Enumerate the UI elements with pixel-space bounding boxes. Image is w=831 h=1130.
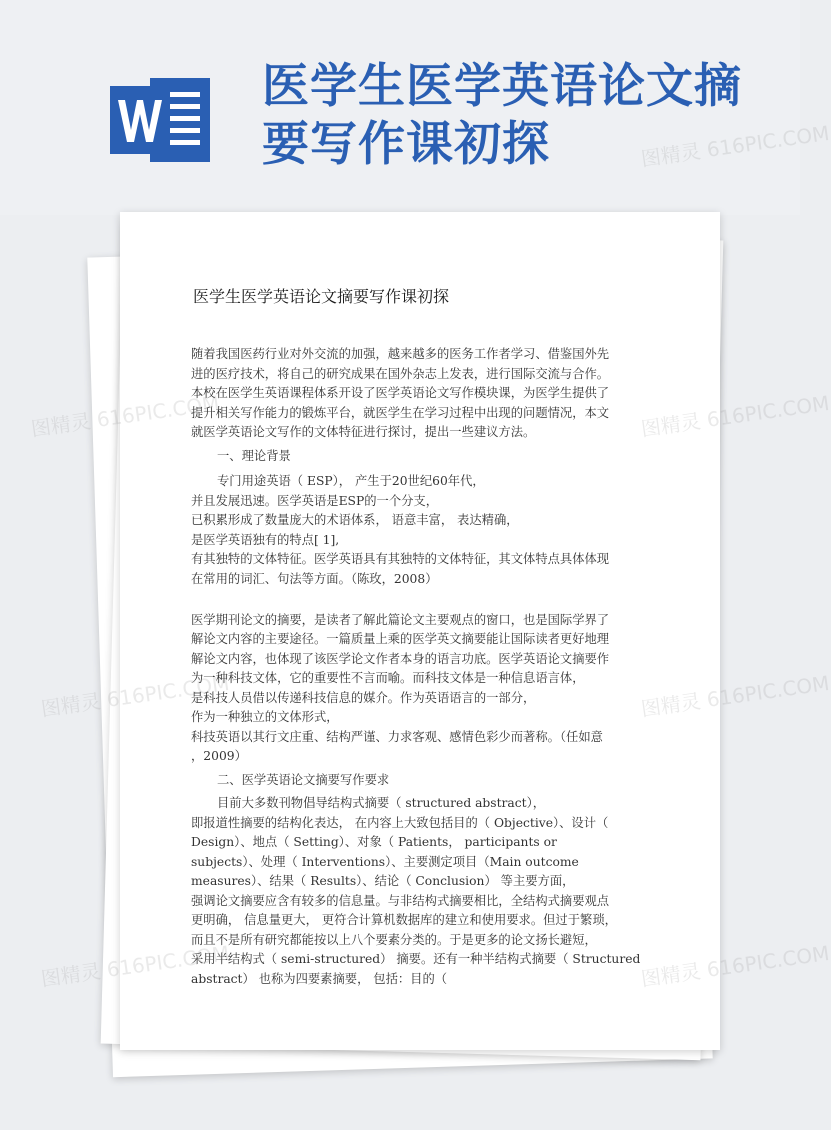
body-line: 即报道性摘要的结构化表达， 在内容上大致包括目的（ Objective）、设计（ [191, 815, 609, 830]
paragraph-gap [191, 589, 633, 609]
body-line: Design）、地点（ Setting）、对象（ Patients， participants or [191, 835, 557, 849]
watermark: 图精灵 616PIC.COM [39, 670, 231, 722]
body-line: 在常用的词汇、句法等方面。（陈玫，2008） [191, 571, 438, 586]
body-line: 而且不是所有研究都能按以上八个要素分类的。于是更多的论文扬长避短， [191, 932, 597, 947]
body-line: 作为一种独立的文体形式， [191, 710, 339, 724]
watermark: 图精灵 616PIC.COM [29, 390, 221, 442]
body-line: measures）、结果（ Results）、结论（ Conclusion） 等主要方面， [191, 874, 575, 888]
body-line: subjects）、处理（ Interventions）、主要测定项目（Main outcome [191, 854, 579, 869]
banner-title [262, 58, 782, 174]
body-line: 有其独特的文体特征。医学英语具有其独特的文体特征，其文体特点具体体现 [191, 552, 610, 566]
watermark: 图精灵 616PIC.COM [639, 390, 831, 442]
body-line: 并且发展迅速。医学英语是ESP的一个分支， [191, 493, 439, 508]
body-line: 解论文内容，也体现了该医学论文作者本身的语言功底。医学英语论文摘要作 [191, 651, 610, 666]
body-line: 随着我国医药行业对外交流的加强，越来越多的医务工作者学习、借鉴国外先 [191, 347, 610, 361]
watermark: 图精灵 616PIC.COM [639, 120, 831, 172]
body-line: 是科技人员借以传递科技信息的媒介。作为英语语言的一部分， [191, 690, 536, 705]
body-line: 进的医疗技术，将自己的研究成果在国外杂志上发表，进行国际交流与合作。 [191, 366, 610, 381]
body-line: ，2009） [191, 749, 247, 763]
banner-title-line-1: 医学生医学英语论文摘 [262, 59, 742, 114]
word-document-icon [110, 78, 212, 162]
body-line: 科技英语以其行文庄重、结构严谨、力求客观、感情色彩少而著称。（任如意 [191, 729, 603, 744]
banner-title-line-2: 要写作课初探 [262, 117, 550, 172]
body-line: 强调论文摘要应含有较多的信息量。与非结构式摘要相比，全结构式摘要观点 [191, 893, 610, 908]
body-line: 是医学英语独有的特点[ 1], [191, 532, 340, 547]
body-line: 更明确， 信息量更大， 更符合计算机数据库的建立和使用要求。但过于繁琐， [191, 913, 617, 927]
body-line: 医学期刊论文的摘要，是读者了解此篇论文主要观点的窗口，也是国际学界了 [191, 612, 610, 627]
body-line: 为一种科技文体，它的重要性不言而喻。而科技文体是一种信息语言体， [191, 671, 585, 685]
document-body [191, 345, 641, 989]
watermark: 图精灵 616PIC.COM [39, 940, 231, 992]
body-line: abstract） 也称为四要素摘要， 包括：目的（ [191, 971, 448, 986]
body-line: 就医学英语论文写作的文体特征进行探讨，提出一些建议方法。 [191, 425, 536, 439]
document-title: 医学生医学英语论文摘要写作课初探 [193, 287, 450, 306]
watermark: 图精灵 616PIC.COM [639, 940, 831, 992]
body-line: 专门用途英语（ ESP）， 产生于20世纪60年代， [217, 474, 485, 488]
body-line: 目前大多数刊物倡导结构式摘要（ structured abstract）， [217, 796, 546, 810]
body-line: 本校在医学生英语课程体系开设了医学英语论文写作模块课，为医学生提供了 [191, 386, 610, 400]
watermark: 图精灵 616PIC.COM [639, 670, 831, 722]
body-line: 提升相关写作能力的锻炼平台，就医学生在学习过程中出现的问题情况，本文 [191, 405, 610, 420]
body-line: 采用半结构式（ semi-structured） 摘要。还有一种半结构式摘要（ Structured [191, 952, 641, 966]
section-heading: 二、医学英语论文摘要写作要求 [217, 772, 390, 787]
body-line: 解论文内容的主要途径。一篇质量上乘的医学英文摘要能让国际读者更好地理 [191, 632, 610, 646]
section-heading: 一、理论背景 [217, 448, 291, 463]
body-line: 已积累形成了数量庞大的术语体系， 语意丰富， 表达精确， [191, 513, 519, 527]
